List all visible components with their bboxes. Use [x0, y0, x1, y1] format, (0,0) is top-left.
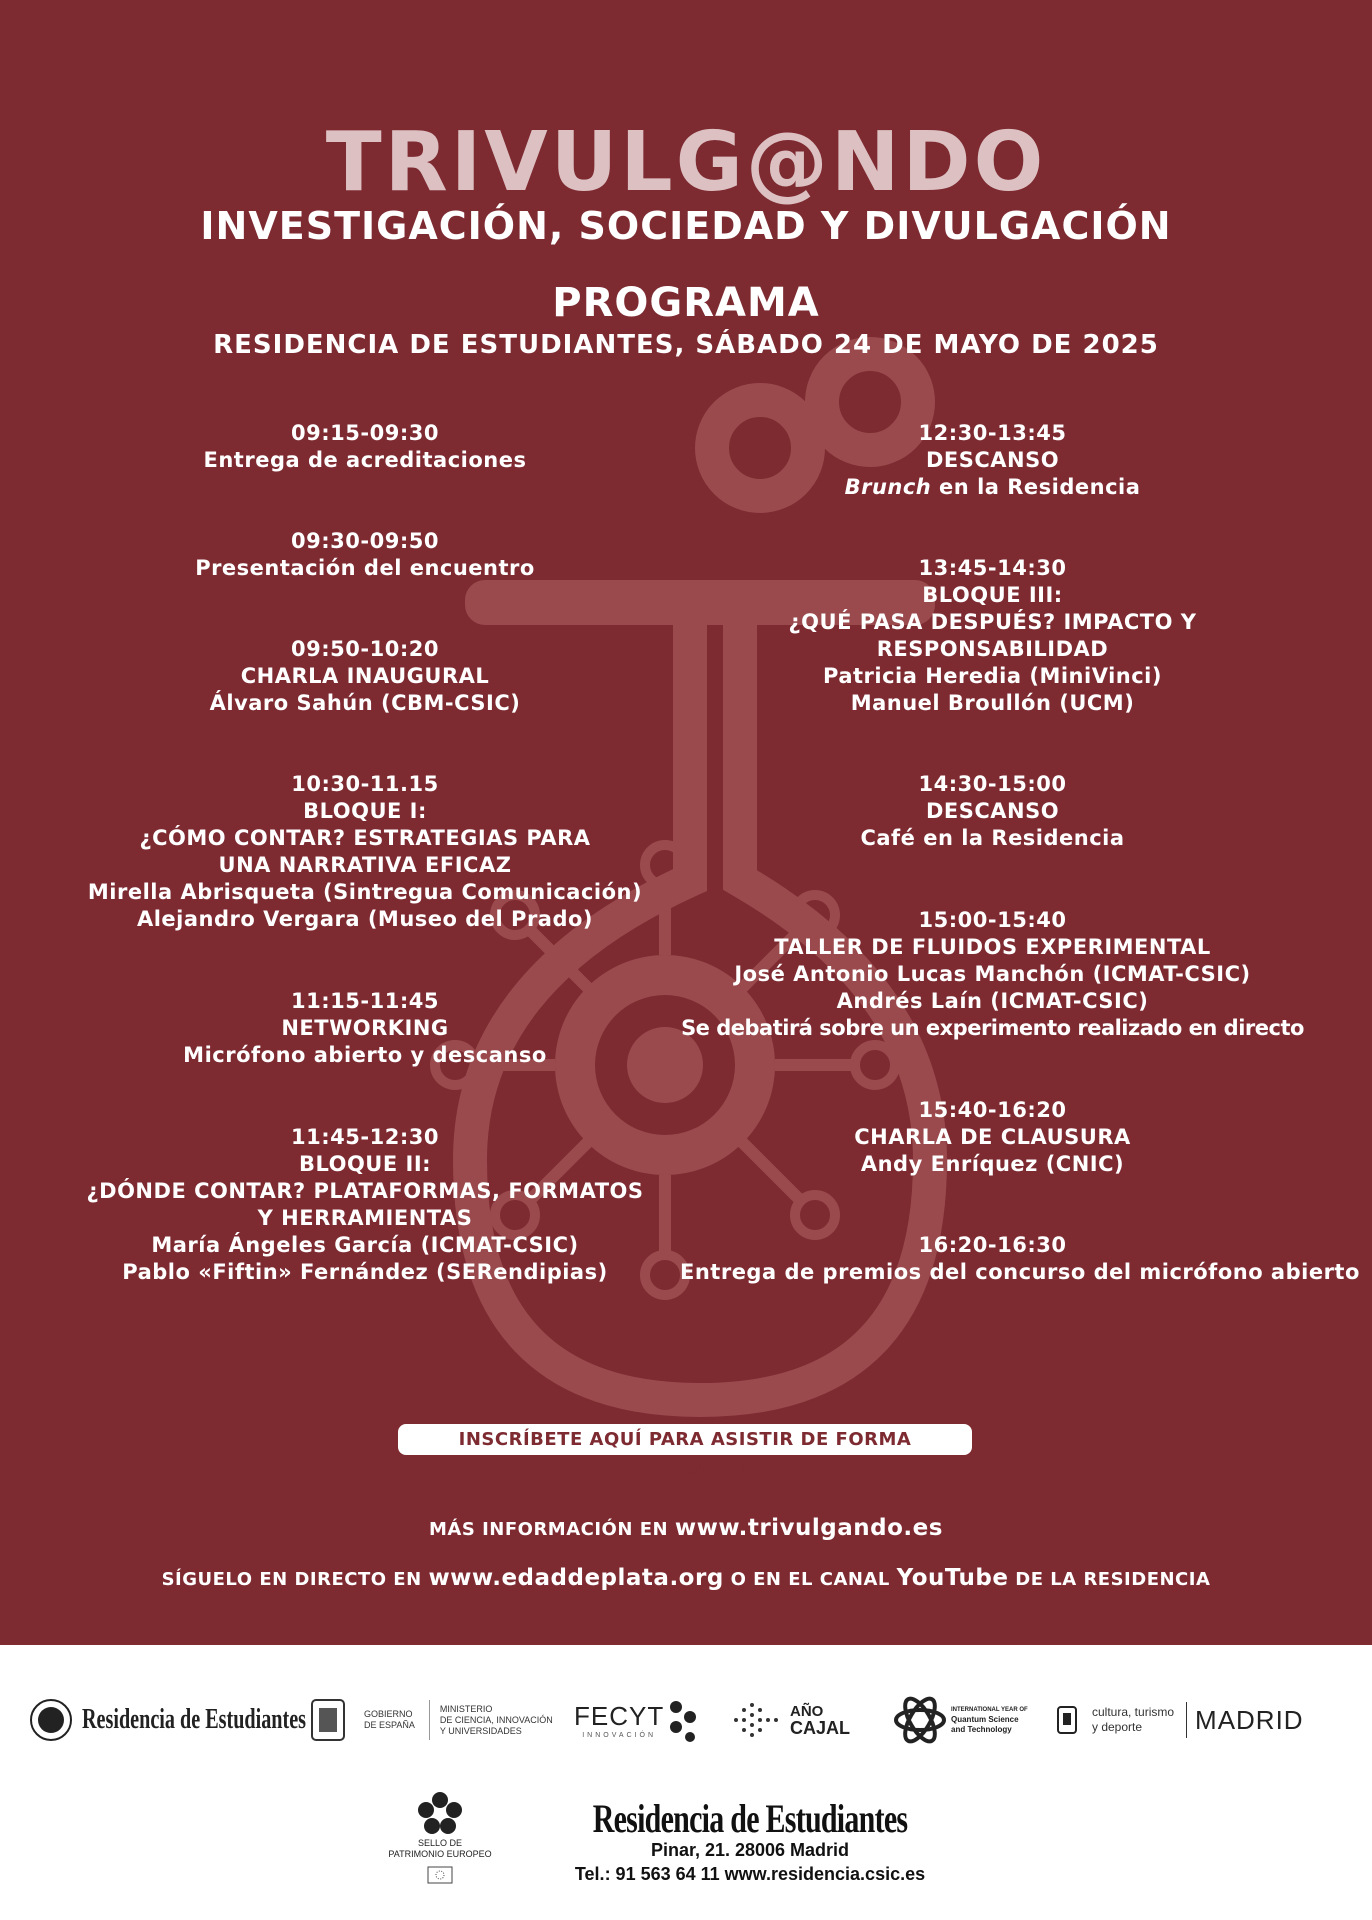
schedule-item [60, 771, 670, 933]
cajal-line: AÑO [790, 1703, 824, 1720]
fecyt-logo [574, 1680, 704, 1760]
schedule-time: 15:00-15:40 [918, 908, 1067, 932]
schedule-time: 11:15-11:45 [291, 989, 439, 1013]
schedule-line: DESCANSO [925, 448, 1060, 472]
schedule-line: DESCANSO [925, 799, 1060, 823]
schedule-line: RESPONSABILIDAD [876, 637, 1109, 661]
schedule-line-brunch [680, 474, 1305, 501]
schedule-item [60, 1124, 670, 1286]
more-info-prefix: MÁS INFORMACIÓN EN [429, 1519, 675, 1540]
live-mid: O EN EL CANAL [723, 1569, 897, 1590]
schedule-line: Pablo «Fiftin» Fernández (SERendipias) [122, 1260, 608, 1284]
schedule-line: Andy Enríquez (CNIC) [860, 1152, 1125, 1176]
schedule-line: Micrófono abierto y descanso [183, 1043, 547, 1067]
cajal-dots-icon [726, 1695, 786, 1745]
ministerio-line: DE CIENCIA, INNOVACIÓN [439, 1714, 553, 1725]
madrid-sub-line: cultura, turismo [1092, 1705, 1175, 1719]
ano-cajal-logo [726, 1680, 850, 1760]
madrid-sub [1092, 1705, 1174, 1735]
schedule-line: ¿DÓNDE CONTAR? PLATAFORMAS, FORMATOS [86, 1179, 644, 1203]
fecyt-dots-icon [664, 1695, 704, 1745]
schedule-item [680, 907, 1305, 1042]
schedule-time: 11:45-12:30 [291, 1125, 439, 1149]
gobierno-line: GOBIERNO [364, 1709, 413, 1719]
schedule-line: BLOQUE I: [303, 799, 427, 823]
schedule-line: José Antonio Lucas Manchón (ICMAT-CSIC) [734, 962, 1251, 986]
madrid-text: MADRID [1195, 1704, 1304, 1735]
live-prefix: SÍGUELO EN DIRECTO EN [161, 1569, 429, 1590]
schedule-line: CHARLA DE CLAUSURA [854, 1125, 1131, 1149]
patrimonio-star-icon [412, 1790, 468, 1834]
footer-contact: Tel.: 91 563 64 11 www.residencia.csic.es [574, 1864, 926, 1884]
live-suffix: DE LA RESIDENCIA [1008, 1569, 1211, 1590]
schedule-line: BLOQUE III: [922, 583, 1063, 607]
program-heading: PROGRAMA [552, 280, 820, 326]
schedule-line: ¿CÓMO CONTAR? ESTRATEGIAS PARA [139, 826, 591, 850]
schedule-line: Mirella Abrisqueta (Sintregua Comunicación) [87, 880, 643, 904]
schedule-item [60, 528, 670, 582]
schedule-line: Álvaro Sahún (CBM-CSIC) [209, 691, 521, 715]
edaddeplata-link[interactable]: www.edaddeplata.org [428, 1565, 724, 1591]
schedule-time: 09:15-09:30 [291, 421, 439, 445]
schedule-time: 16:20-16:30 [918, 1233, 1067, 1257]
quantum-line: INTERNATIONAL YEAR OF [951, 1707, 1028, 1713]
schedule-line: Alejandro Vergara (Museo del Prado) [136, 907, 594, 931]
schedule-line: María Ángeles García (ICMAT-CSIC) [151, 1233, 579, 1257]
brunch-rest: en la Residencia [931, 475, 1141, 499]
schedule-line: ¿QUÉ PASA DESPUÉS? IMPACTO Y [788, 610, 1197, 634]
trivulgando-link[interactable]: www.trivulgando.es [674, 1515, 943, 1541]
cajal-text [790, 1704, 850, 1736]
gobierno-logo [302, 1680, 553, 1760]
schedule-line: UNA NARRATIVA EFICAZ [218, 853, 512, 877]
sello-patrimonio [380, 1790, 500, 1888]
footer-address: Pinar, 21. 28006 Madrid [650, 1840, 850, 1860]
sponsor-logos [0, 1680, 1372, 1760]
madrid-sub-line: y deporte [1092, 1720, 1143, 1734]
schedule-line: Andrés Laín (ICMAT-CSIC) [836, 989, 1149, 1013]
schedule-item [680, 555, 1305, 717]
fecyt-sub: INNOVACIÓN [582, 1732, 657, 1739]
quantum-line: and Technology [951, 1725, 1012, 1734]
gobierno-line: DE ESPAÑA [364, 1720, 415, 1730]
schedule-item [60, 636, 670, 717]
schedule-time: 15:40-16:20 [918, 1098, 1067, 1122]
madrid-logo [1056, 1680, 1304, 1760]
schedule-line: Patricia Heredia (MiniVinci) [823, 664, 1162, 688]
brand-title: TRIVULG@NDO [325, 115, 1047, 210]
quantum-year-logo [893, 1680, 1028, 1760]
residencia-head-icon [28, 1697, 74, 1743]
sello-line: PATRIMONIO EUROPEO [388, 1849, 492, 1859]
venue-date: RESIDENCIA DE ESTUDIANTES, SÁBADO 24 DE MAYO DE 2025 [213, 330, 1159, 360]
event-subtitle: INVESTIGACIÓN, SOCIEDAD Y DIVULGACIÓN [200, 204, 1172, 248]
schedule-line: Manuel Broullón (UCM) [850, 691, 1135, 715]
schedule-line: Se debatirá sobre un experimento realizado en directo [681, 1016, 1304, 1040]
quantum-atom-icon [893, 1695, 947, 1745]
schedule-item [680, 771, 1305, 852]
schedule-line: Café en la Residencia [860, 826, 1125, 850]
madrid-crest-icon [1056, 1703, 1078, 1737]
schedule-line: Y HERRAMIENTAS [257, 1206, 473, 1230]
ministerio-line: MINISTERIO [439, 1703, 493, 1714]
schedule-time: 10:30-11.15 [291, 772, 439, 796]
schedule-line: Presentación del encuentro [195, 556, 535, 580]
quantum-text [951, 1705, 1028, 1735]
schedule-line: NETWORKING [281, 1016, 449, 1040]
schedule-time: 09:30-09:50 [291, 529, 439, 553]
schedule-time: 13:45-14:30 [918, 556, 1067, 580]
schedule-item [60, 420, 670, 474]
register-button[interactable]: INSCRÍBETE AQUÍ PARA ASISTIR DE FORMA PRESENCIAL [398, 1424, 972, 1455]
quantum-line: Quantum Science [951, 1715, 1019, 1724]
schedule-time: 09:50-10:20 [291, 637, 439, 661]
sello-text [380, 1838, 500, 1860]
brunch-italic: Brunch [844, 475, 932, 499]
schedule-line: TALLER DE FLUIDOS EXPERIMENTAL [774, 935, 1211, 959]
fecyt-name: FECYT [574, 1701, 665, 1731]
schedule-line: CHARLA INAUGURAL [240, 664, 490, 688]
live-stream-line [0, 1565, 1372, 1591]
schedule-item [60, 988, 670, 1069]
schedule-line: Entrega de acreditaciones [203, 448, 527, 472]
cajal-line: CAJAL [790, 1718, 851, 1738]
youtube-link[interactable]: YouTube [896, 1565, 1009, 1591]
fecyt-text-block [574, 1701, 664, 1739]
schedule-item [680, 1097, 1305, 1178]
more-info-line [0, 1515, 1372, 1541]
eu-flag-icon [427, 1866, 453, 1884]
footer-residencia-title: Residencia de Estudiantes [592, 1796, 908, 1841]
schedule-line: Entrega de premios del concurso del micrófono abierto [680, 1260, 1360, 1284]
schedule-time: 14:30-15:00 [918, 772, 1067, 796]
schedule-line: BLOQUE II: [298, 1152, 432, 1176]
ministerio-line: Y UNIVERSIDADES [439, 1725, 522, 1736]
residencia-logo-text: Residencia de Estudiantes [82, 1704, 307, 1735]
schedule-item [680, 420, 1305, 501]
sello-line: SELLO DE [417, 1838, 463, 1848]
schedule-item [680, 1232, 1360, 1286]
gobierno-text [364, 1709, 415, 1731]
spain-coat-of-arms-icon [302, 1694, 354, 1746]
ministerio-text [440, 1704, 553, 1737]
schedule-time: 12:30-13:45 [918, 421, 1067, 445]
